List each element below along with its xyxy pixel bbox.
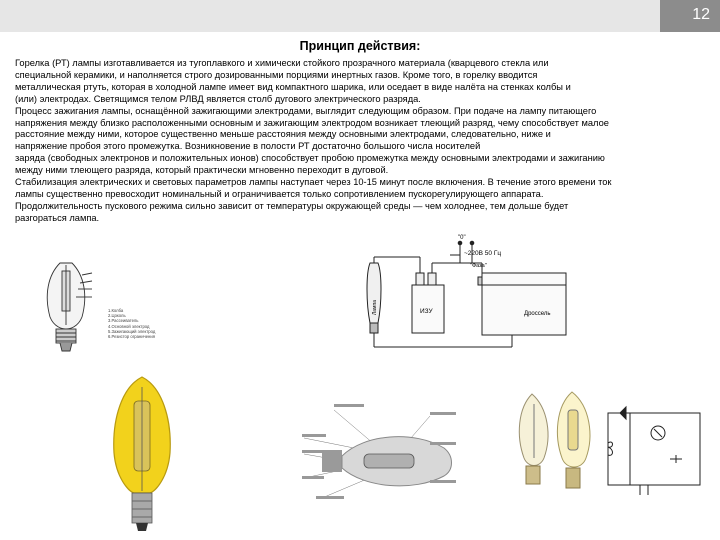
text-line: заряда (свободных электронов и положительных ионов) способствует пробою промежутка между основными электродами и зажиганию (15, 153, 605, 164)
page-number-badge (660, 0, 720, 32)
zero-terminal-label: "0" (458, 235, 466, 241)
page-title: Принцип действия: (299, 39, 421, 53)
legend-item: 3.Рассеиватель (108, 318, 139, 324)
page-number: 12 (692, 6, 710, 23)
phase-terminal-label: "Фаза" (470, 263, 487, 269)
legend-item: 5.Зажигающий электрод (108, 328, 156, 334)
izu-label: ИЗУ (420, 308, 433, 315)
lamp-sketch-legend (108, 308, 155, 339)
choke-label: Дроссель (524, 311, 551, 317)
description-text (15, 58, 710, 225)
text-line: Стабилизация электрических и световых параметров лампы наступает через 10-15 минут после включения. В течение этого времени ток (15, 177, 612, 188)
text-line: Продолжительность пускового режима сильно зависит от температуры окружающей среды — чем холоднее, тем дольше будет (15, 200, 569, 211)
text-line: напряжения между близко расположенными основным и зажигающим электродом возникает тлеющий разряд, чему способствует малое (15, 117, 609, 128)
text-line: Процесс зажигания лампы, оснащённой зажигающими электродами, выглядит следующим образом. При подаче на лампу питающего (15, 105, 597, 116)
legend-item: 4.Основной электрод (108, 323, 150, 329)
text-line: Горелка (РТ) лампы изготавливается из тугоплавкого и химически стойкого прозрачного материала (кварцевого стекла или (15, 58, 549, 68)
wiring-diagram (362, 233, 588, 361)
lamp-label: Лампа (372, 300, 378, 315)
legend-item: 6.Резистор ограничения (108, 334, 155, 340)
text-line: разгораться лампа. (15, 212, 100, 223)
clear-bulbs-image (510, 388, 600, 498)
text-line: расстояние между ними, которое существенно меньше расстояния между основными электродами, следовательно, ниже и (15, 129, 551, 140)
text-line: (или) электродах. Светящимся телом РЛВД является столб дугового электрического разряда. (15, 93, 421, 104)
labelled-lamp-image (294, 398, 462, 518)
text-line: металлическая ртуть, которая в холодной лампе имеет вид компактного шарика, или оседает в виде налёта на стенках колбы и (15, 81, 571, 92)
header-strip (0, 0, 660, 32)
text-line: между ними тлеющего разряда, который практически мгновенно переходит в дуговой. (15, 165, 389, 176)
text-line: лампы существенно превосходит номинальный и ограничивается только сопротивлением пускорегулирующего аппарата. (15, 188, 544, 199)
text-line: специальной керамики, и наполняется строго дозированными порциями инертных газов. Кроме того, в горелку вводится (15, 69, 538, 80)
ignitor-circuit-sketch (600, 403, 710, 499)
legend-item: 2.Цоколь (108, 313, 126, 319)
text-line: напряжение пробоя этого промежутка. Возникновение в полости РТ достаточно большого числа носителей (15, 141, 481, 152)
yellow-bulb-image (108, 373, 176, 535)
slide-header (0, 0, 720, 32)
legend-item: 1.Колба (108, 308, 124, 313)
supply-voltage-label: ~220В 50 Гц (464, 250, 502, 257)
